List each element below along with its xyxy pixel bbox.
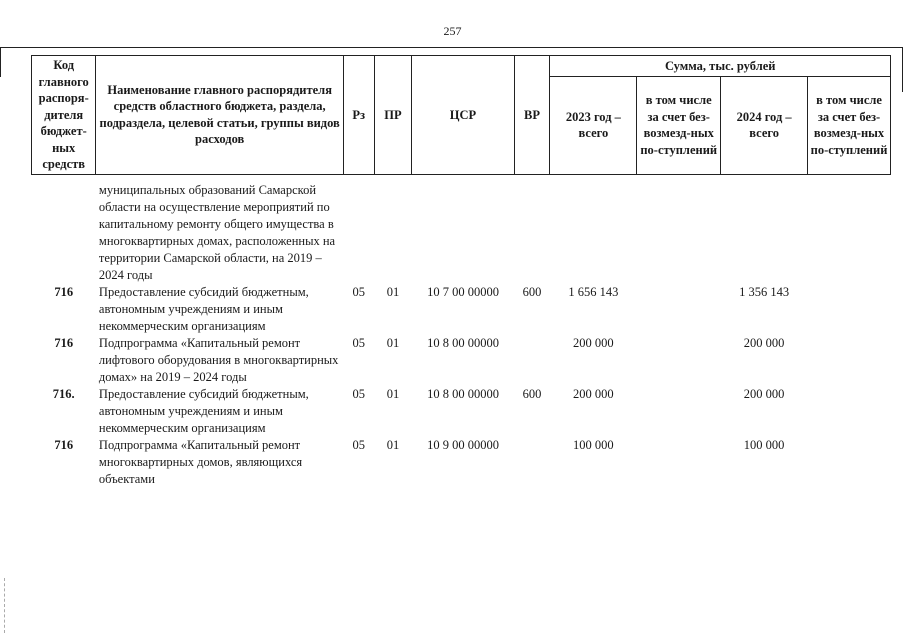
page-frame-right-line: [902, 47, 903, 92]
cell-vr: [514, 182, 550, 284]
cell-2023-free: [637, 437, 721, 488]
scan-artifact-line: [4, 578, 5, 633]
cell-2024-free: [808, 284, 891, 335]
cell-rz: 05: [352, 284, 365, 299]
header-rz: Рз: [343, 56, 374, 175]
cell-csr: 10 9 00 00000: [427, 437, 499, 452]
cell-2023-total: 200 000: [573, 335, 614, 350]
cell-csr: 10 7 00 00000: [427, 284, 499, 299]
cell-name: Предоставление субсидий бюджетным, автономным учреждениям и иным некоммерческим организациям: [98, 284, 309, 333]
cell-name: муниципальных образований Самарской области на осуществление мероприятий по капитальному ремонту общего имущества в многоквартирных домах, расположенных на территории Самарской области, на 2019 – 2024 годы: [98, 182, 336, 282]
header-2024-free: в том числе за счет без-возмезд-ных по-ступлений: [808, 77, 891, 175]
header-2023-free: в том числе за счет без-возмезд-ных по-ступлений: [637, 77, 721, 175]
cell-pr: 01: [386, 335, 400, 350]
cell-2023-total: 1 656 143: [568, 284, 619, 299]
cell-2023-free: [637, 386, 721, 437]
header-row-top: [32, 56, 891, 77]
header-sum: Сумма, тыс. рублей: [550, 56, 891, 77]
table-spacer: [32, 174, 891, 182]
cell-vr: 600: [522, 284, 542, 299]
table-row: [32, 174, 891, 182]
cell-rz: 05: [352, 335, 365, 350]
header-vr: ВР: [514, 56, 550, 175]
cell-2024-total: 1 356 143: [739, 284, 790, 299]
cell-vr: [514, 437, 550, 488]
cell-2023-free: [637, 182, 721, 284]
page-number: 257: [443, 24, 462, 38]
table-row: [32, 182, 891, 284]
page-frame-top-line: [0, 47, 903, 48]
cell-csr: 10 8 00 00000: [427, 386, 499, 401]
cell-2024-total: 200 000: [743, 386, 785, 401]
cell-vr: [514, 335, 550, 386]
cell-code: 716: [54, 335, 74, 350]
cell-pr: 01: [386, 437, 400, 452]
table-row: [32, 335, 891, 386]
header-2024-total: 2024 год – всего: [721, 77, 808, 175]
cell-code: 716: [54, 437, 74, 452]
table-body: [32, 174, 891, 488]
cell-2024-free: [808, 335, 891, 386]
cell-pr: 01: [386, 386, 400, 401]
cell-code: 716.: [52, 386, 75, 401]
cell-2023-free: [637, 284, 721, 335]
cell-2024-total: 200 000: [743, 335, 785, 350]
cell-pr: 01: [386, 284, 400, 299]
table-row: [32, 284, 891, 335]
cell-csr: 10 8 00 00000: [427, 335, 499, 350]
cell-2024-free: [808, 437, 891, 488]
table-row: [32, 386, 891, 437]
page-frame-left-line: [0, 47, 1, 77]
table-header: [32, 56, 891, 175]
cell-rz: 05: [352, 437, 365, 452]
header-name: Наименование главного распорядителя средств областного бюджета, раздела, подраздела, целевой статьи, группы видов расходов: [96, 56, 343, 175]
cell-pr: [374, 182, 412, 284]
cell-rz: 05: [352, 386, 365, 401]
cell-2023-free: [637, 335, 721, 386]
cell-2024-total: 100 000: [743, 437, 785, 452]
budget-table: [31, 55, 891, 488]
cell-vr: 600: [522, 386, 542, 401]
header-csr: ЦСР: [412, 56, 514, 175]
header-2023-total: 2023 год – всего: [550, 77, 637, 175]
cell-2024-total: [721, 182, 808, 284]
table-row: [32, 437, 891, 488]
cell-code: 716: [54, 284, 74, 299]
cell-2024-free: [808, 182, 891, 284]
cell-code: [32, 182, 96, 284]
cell-2023-total: 100 000: [573, 437, 614, 452]
header-pr: ПР: [374, 56, 412, 175]
cell-csr: [412, 182, 514, 284]
header-code: Код главного распоря-дителя бюджет-ных средств: [32, 56, 96, 175]
cell-2024-free: [808, 386, 891, 437]
cell-name: Подпрограмма «Капитальный ремонт многоквартирных домов, являющихся объектами: [98, 437, 303, 486]
cell-name: Подпрограмма «Капитальный ремонт лифтового оборудования в многоквартирных домах» на 2019 – 2024 годы: [98, 335, 339, 384]
cell-2023-total: 200 000: [573, 386, 614, 401]
cell-rz: [343, 182, 374, 284]
cell-2023-total: [550, 182, 637, 284]
cell-name: Предоставление субсидий бюджетным, автономным учреждениям и иным некоммерческим организациям: [98, 386, 309, 435]
